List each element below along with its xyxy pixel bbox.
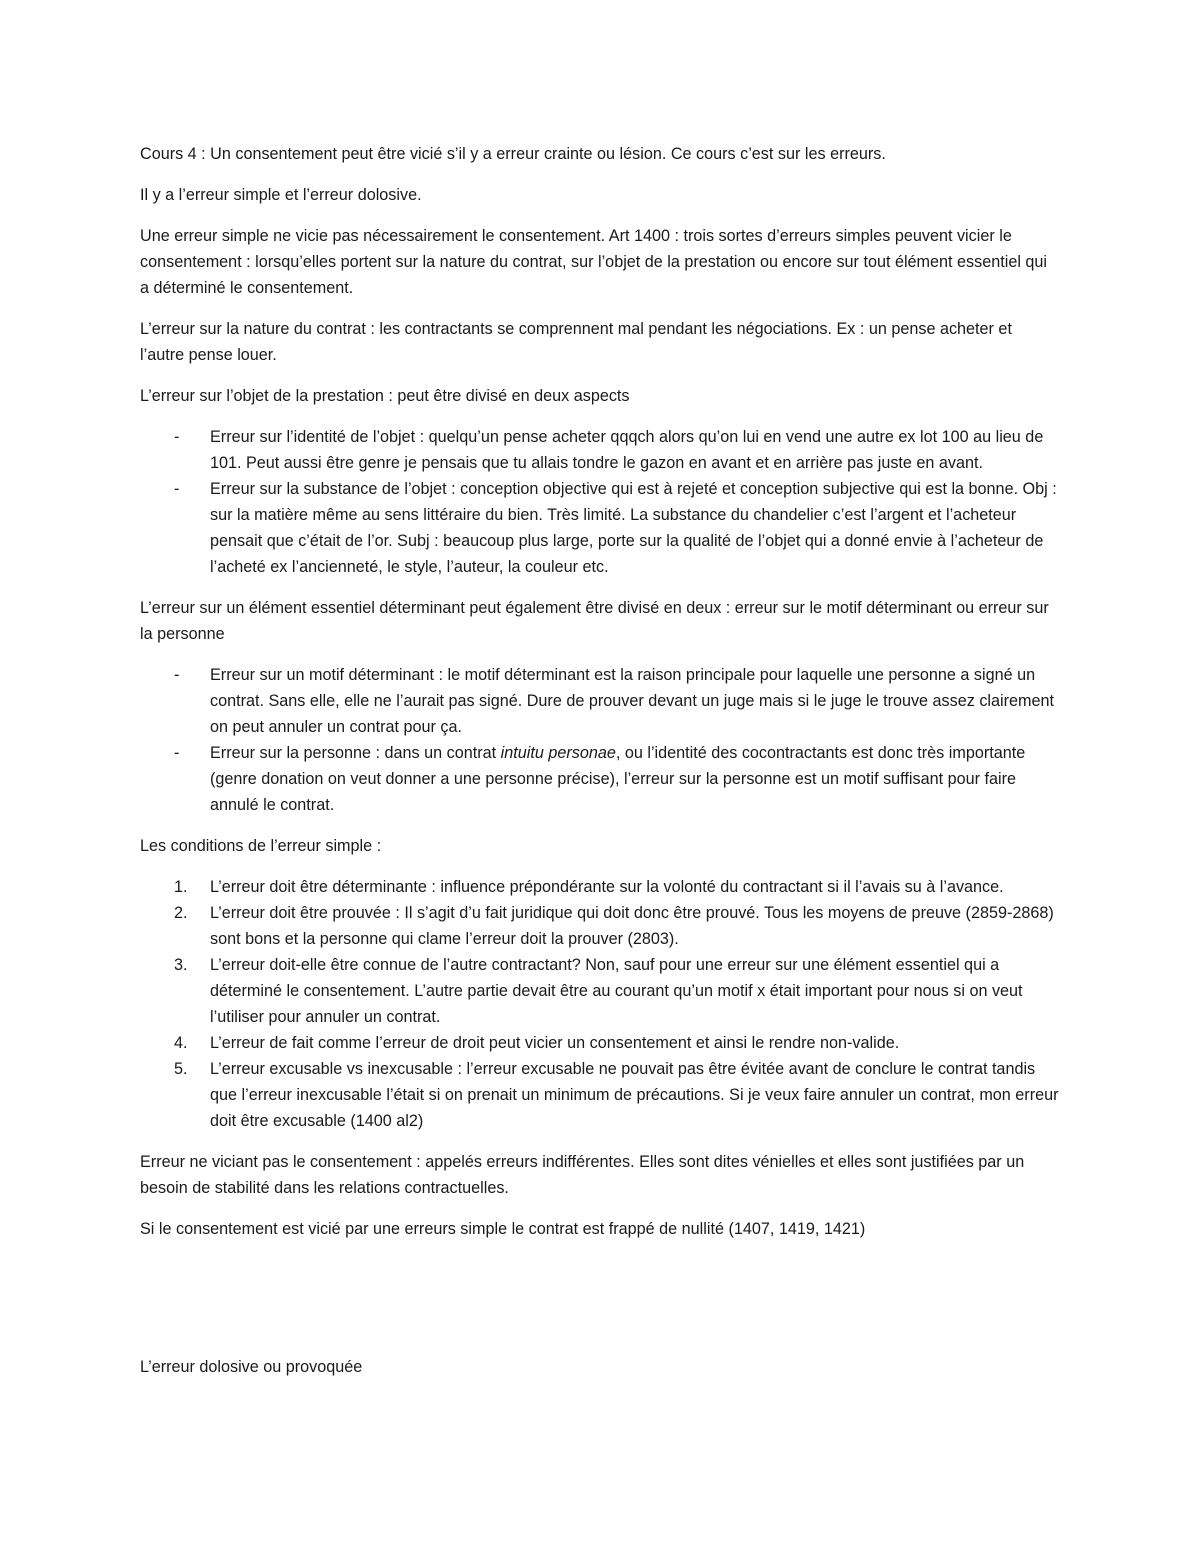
bullet-marker: - [174, 480, 180, 498]
list-item [140, 874, 1060, 900]
list-item-text: L’erreur de fait comme l’erreur de droit peut vicier un consentement et ainsi le rendre non-valide. [210, 1034, 900, 1052]
list-item-text-start: Erreur sur la personne : dans un contrat [210, 744, 501, 762]
bullet-marker: - [174, 428, 180, 446]
number-marker: 4. [174, 1034, 188, 1052]
blank-lines [140, 1257, 1060, 1354]
list-item-text: L’erreur doit être déterminante : influence prépondérante sur la volonté du contractant si il l’avais su à l’avance. [210, 878, 1004, 896]
paragraph-nullite: Si le consentement est vicié par une erreurs simple le contrat est frappé de nullité (1407, 1419, 1421) [140, 1220, 866, 1238]
paragraph-erreurs-indifferentes: Erreur ne viciant pas le consentement : appelés erreurs indifférentes. Elles sont dites vénielles et elles sont justifiées par un besoin de stabilité dans les relations contractuelles. [140, 1153, 1025, 1197]
list-item-text: L’erreur doit-elle être connue de l’autre contractant? Non, sauf pour une erreur sur une élément essentiel qui a déterminé le consentement. L’autre partie devait être au courant qu’un motif x était important pour nous si on veut l’utiliser pour annuler un contrat. [210, 956, 1023, 1026]
list-item [140, 662, 1060, 740]
number-marker: 2. [174, 904, 188, 922]
paragraph-intro: Cours 4 : Un consentement peut être vicié s’il y a erreur crainte ou lésion. Ce cours c’est sur les erreurs. [140, 145, 886, 163]
paragraph-erreur-simple: Une erreur simple ne vicie pas nécessairement le consentement. Art 1400 : trois sortes d’erreurs simples peuvent vicier le consentement : lorsqu’elles portent sur la nature du contrat, sur l’objet de la prestation ou encore sur tout élément essentiel qui a déterminé le consentement. [140, 227, 1048, 297]
list-item-text: Erreur sur la substance de l’objet : conception objective qui est à rejeté et conception subjective qui est la bonne. Obj : sur la matière même au sens littéraire du bien. Très limité. La substance du chandelier c’est l’argent et l’acheteur pensait que c’était de l’or. Subj : beaucoup plus large, porte sur la qualité de l’objet qui a donné envie à l’acheteur de l’acheté ex l’ancienneté, le style, l’auteur, la couleur etc. [210, 480, 1057, 576]
bullet-marker: - [174, 666, 180, 684]
paragraph-element-essentiel: L’erreur sur un élément essentiel déterminant peut également être divisé en deux : erreur sur le motif déterminant ou erreur sur la personne [140, 599, 1049, 643]
list-objet-prestation [140, 424, 1060, 580]
list-item [140, 476, 1060, 580]
number-marker: 3. [174, 956, 188, 974]
paragraph-erreur-dolosive-heading: L’erreur dolosive ou provoquée [140, 1358, 363, 1376]
list-item-text: L’erreur excusable vs inexcusable : l’erreur excusable ne pouvait pas être évitée avant de conclure le contrat tandis que l’erreur inexcusable l’était si on prenait un minimum de précautions. Si je veux faire annuler un contrat, mon erreur doit être excusable (1400 al2) [210, 1060, 1059, 1130]
list-item-text-end: , ou l’identité des cocontractants est donc très importante (genre donation on veut donner a une personne précise), l’erreur sur la personne est un motif suffisant pour faire annulé le contrat. [210, 744, 1026, 814]
list-conditions [140, 874, 1060, 1134]
paragraph-nature-contrat: L’erreur sur la nature du contrat : les contractants se comprennent mal pendant les négociations. Ex : un pense acheter et l’autre pense louer. [140, 320, 1012, 364]
list-item-italic-term: intuitu personae [500, 744, 616, 762]
paragraph-conditions-heading: Les conditions de l’erreur simple : [140, 837, 382, 855]
list-item-text: Erreur sur l’identité de l’objet : quelqu’un pense acheter qqqch alors qu’on lui en vend une autre ex lot 100 au lieu de 101. Peut aussi être genre je pensais que tu allais tondre le gazon en avant et en arrière pas juste en avant. [210, 428, 1044, 472]
paragraph-objet-prestation: L’erreur sur l’objet de la prestation : peut être divisé en deux aspects [140, 387, 630, 405]
list-item [140, 424, 1060, 476]
list-element-essentiel [140, 662, 1060, 818]
list-item-text: Erreur sur un motif déterminant : le motif déterminant est la raison principale pour laquelle une personne a signé un contrat. Sans elle, elle ne l’aurait pas signé. Dure de prouver devant un juge mais si le juge le trouve assez clairement on peut annuler un contrat pour ça. [210, 666, 1055, 736]
list-item [140, 1056, 1060, 1134]
list-item [140, 900, 1060, 952]
list-item-text: L’erreur doit être prouvée : Il s’agit d’u fait juridique qui doit donc être prouvé. Tous les moyens de preuve (2859-2868) sont bons et la personne qui clame l’erreur doit la prouver (2803). [210, 904, 1054, 948]
list-item [140, 740, 1060, 818]
bullet-marker: - [174, 744, 180, 762]
list-item [140, 1030, 1060, 1056]
list-item [140, 952, 1060, 1030]
number-marker: 5. [174, 1060, 188, 1078]
number-marker: 1. [174, 878, 188, 896]
document-page [140, 141, 1060, 1395]
paragraph-types: Il y a l’erreur simple et l’erreur dolosive. [140, 186, 422, 204]
